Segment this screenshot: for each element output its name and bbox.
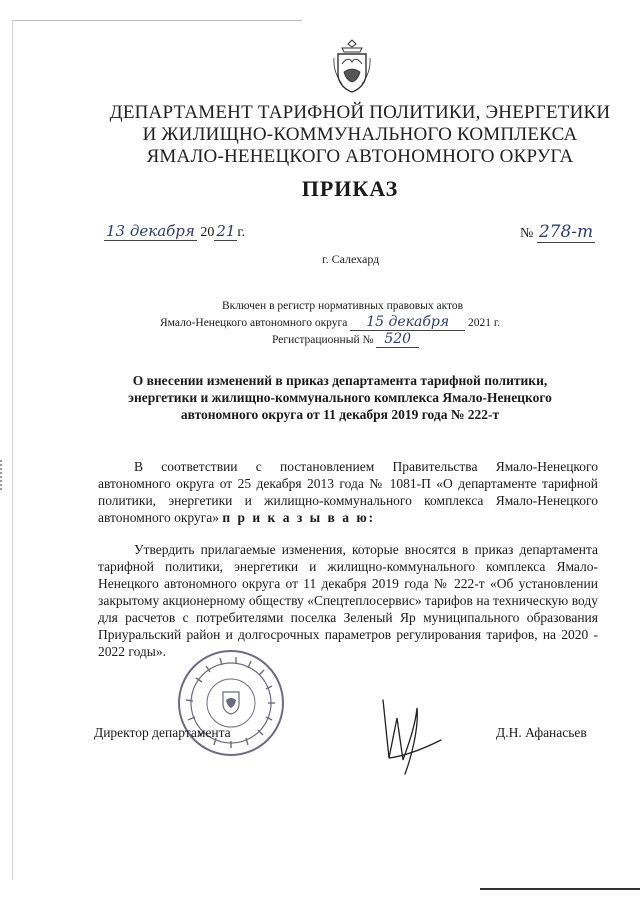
date-day-month: 13 декабря	[106, 222, 195, 240]
registry-number: 520	[376, 331, 419, 348]
registry-line1: Включен в регистр нормативных правовых актов	[222, 300, 464, 312]
number-label: №	[520, 226, 534, 241]
document-title: ПРИКАЗ	[301, 176, 399, 201]
scan-border-bottom	[480, 888, 640, 890]
number-value: 278-т	[538, 222, 594, 242]
paragraph1-text: В соответствии с постановлением Правительства Ямало-Ненецкого автономного округа от 25 декабря 2013 года № 1081-П «О департаменте тарифной политики, энергетики и жилищно-коммунального комплекса Ямало-Ненецкого автономного округа»	[98, 459, 598, 525]
document-date	[104, 222, 245, 241]
signature-icon	[375, 698, 445, 778]
date-year-prefix: 20	[200, 225, 215, 240]
organization-name	[80, 102, 640, 168]
document-city: г. Салехард	[322, 252, 380, 266]
registry-line3	[160, 331, 560, 348]
scan-border-top	[12, 20, 302, 21]
organization-name-line3: ЯМАЛО-НЕНЕЦКОГО АВТОНОМНОГО ОКРУГА	[146, 146, 574, 167]
order-action: п р и к а з ы в а ю:	[222, 510, 376, 525]
body-paragraph-1	[98, 458, 598, 526]
registry-number-label: Регистрационный №	[272, 334, 374, 346]
paragraph2-text: Утвердить прилагаемые изменения, которые вносятся в приказ департамента тарифной политики, энергетики и жилищно-коммунального комплекса Ямало-Ненецкого автономного округа от 11 декабря 2019 года № 222-т «Об установлении закрытому акционерному обществу «Спецтеплосервис» тарифов на техническую воду для расчетов с потребителями поселка Зеленый Яр муниципального образования Приуральский район и долгосрочных параметров регулирования тарифов, на 2020 - 2022 годы».	[98, 542, 598, 659]
organization-name-line2: И ЖИЛИЩНО-КОММУНАЛЬНОГО КОМПЛЕКСА	[142, 124, 578, 145]
registry-year: 2021 г.	[467, 317, 501, 329]
official-seal-icon	[176, 648, 286, 758]
signatory-position: Директор департамента	[94, 725, 231, 740]
body-paragraph-2	[98, 541, 598, 660]
scan-artifact	[0, 460, 6, 490]
registry-date: 15 декабря	[350, 314, 465, 331]
coat-of-arms-icon	[332, 38, 372, 96]
date-year-suffix: 21	[216, 222, 236, 240]
document-subject: О внесении изменений в приказ департамента тарифной политики, энергетики и жилищно-коммунального комплекса Ямало-Ненецкого автономного округа от 11 декабря 2019 года № 222-т	[128, 373, 552, 422]
document-number	[520, 222, 595, 242]
registry-region: Ямало-Ненецкого автономного округа	[160, 317, 348, 329]
date-suffix: г.	[237, 225, 246, 240]
scan-border-left	[12, 20, 13, 880]
organization-name-line1: ДЕПАРТАМЕНТ ТАРИФНОЙ ПОЛИТИКИ, ЭНЕРГЕТИКИ	[109, 102, 611, 123]
registry-stamp	[160, 298, 560, 348]
signatory-name: Д.Н. Афанасьев	[496, 725, 587, 740]
registry-line2	[160, 314, 560, 331]
